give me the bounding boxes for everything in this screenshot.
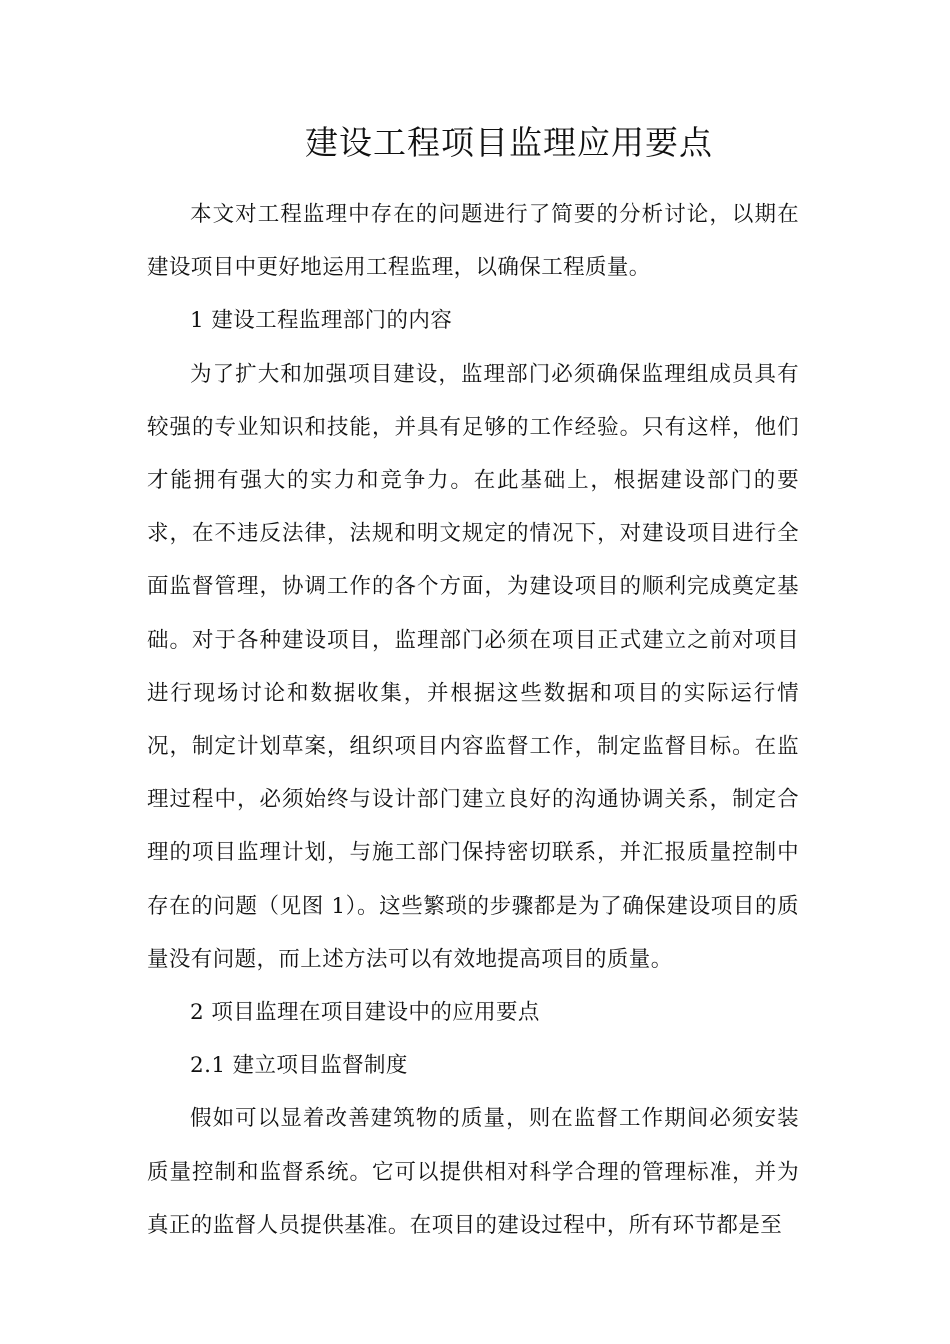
document-body: [147, 188, 799, 1252]
section-1-paragraph: 为了扩大和加强项目建设，监理部门必须确保监理组成员具有较强的专业知识和技能，并具有足够的工作经验。只有这样，他们才能拥有强大的实力和竞争力。在此基础上，根据建设部门的要求，在不违反法律，法规和明文规定的情况下，对建设项目进行全面监督管理，协调工作的各个方面，为建设项目的顺利完成奠定基础。对于各种建设项目，监理部门必须在项目正式建立之前对项目进行现场讨论和数据收集，并根据这些数据和项目的实际运行情况，制定计划草案，组织项目内容监督工作，制定监督目标。在监理过程中，必须始终与设计部门建立良好的沟通协调关系，制定合理的项目监理计划，与施工部门保持密切联系，并汇报质量控制中存在的问题（见图 1）。这些繁琐的步骤都是为了确保建设项目的质量没有问题，而上述方法可以有效地提高项目的质量。: [147, 361, 799, 972]
section-heading-1: 1 建设工程监理部门的内容: [190, 308, 453, 334]
section-heading-2: 2 项目监理在项目建设中的应用要点: [190, 1000, 540, 1026]
document-title: 建设工程项目监理应用要点: [305, 123, 713, 162]
subsection-heading-2-1: 2.1 建立项目监督制度: [190, 1053, 408, 1079]
subsection-2-1-paragraph: 假如可以显着改善建筑物的质量，则在监督工作期间必须安装质量控制和监督系统。它可以提供相对科学合理的管理标准，并为真正的监督人员提供基准。在项目的建设过程中，所有环节都是至: [147, 1106, 799, 1238]
intro-paragraph: 本文对工程监理中存在的问题进行了简要的分析讨论，以期在建设项目中更好地运用工程监理，以确保工程质量。: [147, 202, 799, 281]
